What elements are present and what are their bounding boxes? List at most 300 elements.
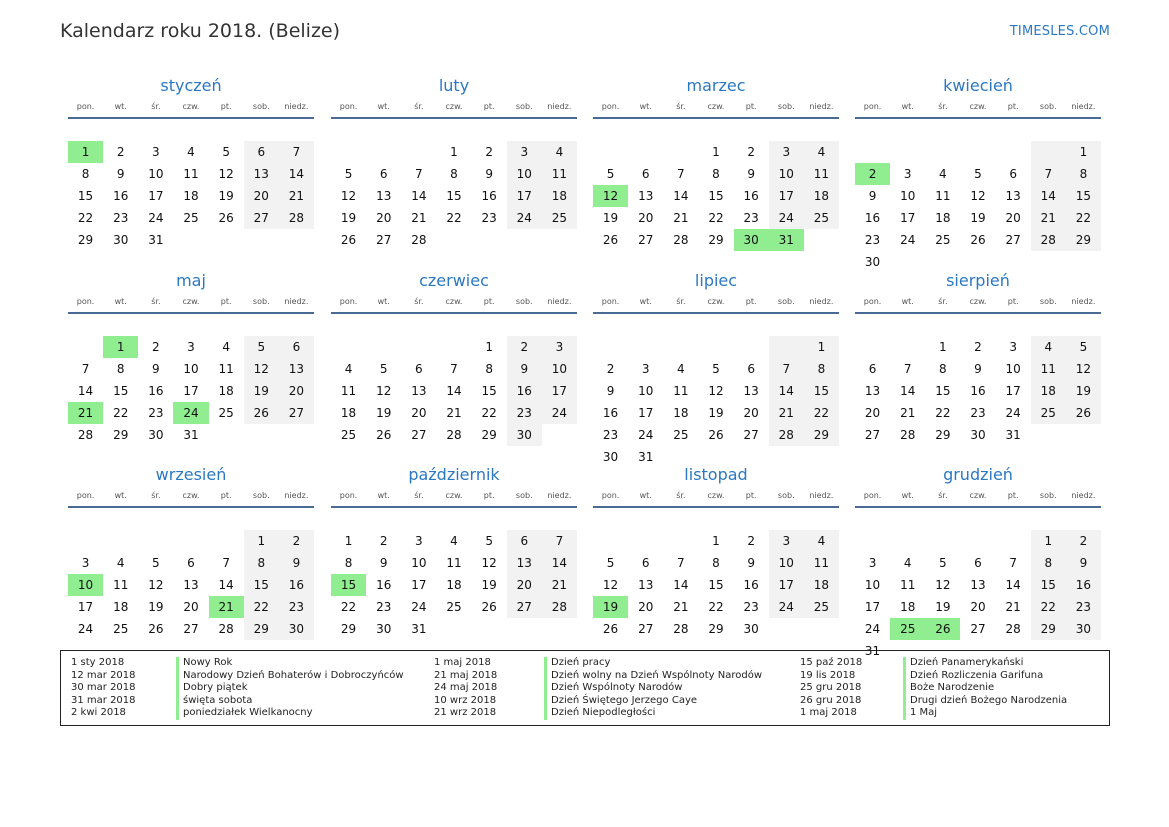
day-cell: 23 xyxy=(148,406,164,420)
day-cell: 27 xyxy=(864,428,881,442)
empty-cell xyxy=(855,336,890,358)
week-row xyxy=(593,207,839,229)
day-cell: 31 xyxy=(864,644,881,658)
day-cell: 16 xyxy=(743,578,759,592)
day-cell: 31 xyxy=(1005,428,1021,442)
day-cell: 15 xyxy=(804,380,839,402)
day-cell: 10 xyxy=(507,163,542,185)
empty-cell xyxy=(68,336,103,358)
day-cell: 16 xyxy=(481,189,497,203)
holiday-name: Boże Narodzenie xyxy=(903,682,1067,695)
day-cell: 27 xyxy=(244,207,279,229)
empty-cell xyxy=(331,336,366,358)
day-cell: 3 xyxy=(542,336,577,358)
empty-cell xyxy=(593,530,628,552)
day-cell: 5 xyxy=(152,556,160,570)
day-cell: 1 xyxy=(712,534,720,548)
day-cell: 8 xyxy=(939,362,947,376)
day-cell: 28 xyxy=(218,622,234,636)
empty-cell xyxy=(663,336,698,358)
weekday-header: czw. xyxy=(173,488,208,507)
day-cell: 9 xyxy=(974,362,982,376)
empty-cell xyxy=(542,618,577,640)
weekday-header: niedz. xyxy=(1066,294,1101,313)
day-cell: 21 xyxy=(411,211,427,225)
month-name: marzec xyxy=(686,76,746,95)
week-row xyxy=(331,530,577,552)
day-cell: 15 xyxy=(1031,574,1066,596)
holiday-date: 12 mar 2018 xyxy=(71,669,136,681)
weekday-header: pt. xyxy=(472,488,507,507)
day-cell: 3 xyxy=(81,556,90,570)
day-cell: 25 xyxy=(1031,402,1066,424)
day-cell: 17 xyxy=(1005,384,1021,398)
day-cell: 9 xyxy=(152,362,160,376)
day-cell: 6 xyxy=(379,167,388,181)
day-cell: 22 xyxy=(244,596,279,618)
week-row xyxy=(68,552,314,574)
weekday-header: niedz. xyxy=(542,99,577,118)
day-cell: 3 xyxy=(415,534,423,548)
holiday-name: Narodowy Dzień Bohaterów i Dobroczyńców xyxy=(176,670,404,683)
day-cell: 5 xyxy=(712,362,720,376)
day-cell: 24 xyxy=(411,600,427,614)
legend-name-column xyxy=(903,657,1067,720)
day-cell: 4 xyxy=(344,362,353,376)
day-cell: 7 xyxy=(415,167,423,181)
weekday-header: wt. xyxy=(628,294,663,313)
day-cell: 19 xyxy=(340,211,357,225)
day-cell: 12 xyxy=(218,167,234,181)
weekday-header: śr. xyxy=(663,99,698,118)
day-cell: 22 xyxy=(1031,596,1066,618)
day-cell: 5 xyxy=(344,167,353,181)
day-cell: 4 xyxy=(939,167,947,181)
month-calendar xyxy=(593,75,839,251)
day-cell: 11 xyxy=(446,556,462,570)
day-cell: 25 xyxy=(183,211,199,225)
week-row xyxy=(68,596,314,618)
day-cell: 16 xyxy=(376,578,392,592)
day-cell: 24 xyxy=(542,402,577,424)
empty-cell xyxy=(663,141,698,163)
holiday-name: Dzień wolny na Dzień Wspólnoty Narodów xyxy=(544,670,762,683)
empty-cell xyxy=(855,530,890,552)
weekday-header: pt. xyxy=(472,99,507,118)
day-cell: 26 xyxy=(602,233,619,247)
day-cell: 31 xyxy=(183,428,199,442)
holiday-name: Drugi dzień Bożego Narodzenia xyxy=(903,695,1067,708)
day-cell: 17 xyxy=(542,380,577,402)
month-table xyxy=(593,294,839,468)
day-cell: 26 xyxy=(376,428,392,442)
empty-cell xyxy=(173,530,208,552)
weekday-header: pon. xyxy=(68,99,103,118)
month-table xyxy=(855,99,1101,273)
day-cell: 19 xyxy=(1066,380,1101,402)
weekday-header: sob. xyxy=(769,294,804,313)
day-cell: 3 xyxy=(187,340,195,354)
weekday-header: pt. xyxy=(472,294,507,313)
day-cell: 20 xyxy=(376,211,392,225)
day-cell: 6 xyxy=(1009,167,1017,181)
day-cell: 29 xyxy=(340,622,357,636)
holiday-date: 2 kwi 2018 xyxy=(71,707,126,718)
day-cell: 23 xyxy=(279,596,314,618)
day-cell: 19 xyxy=(218,189,234,203)
weekday-header: śr. xyxy=(925,99,960,118)
holiday-name: święta sobota xyxy=(176,695,404,708)
day-cell: 11 xyxy=(804,163,839,185)
empty-cell xyxy=(804,229,839,251)
day-cell: 13 xyxy=(970,578,986,592)
empty-cell xyxy=(628,141,663,163)
week-row xyxy=(593,574,839,596)
day-cell: 1 xyxy=(450,145,458,159)
day-cell: 17 xyxy=(900,211,916,225)
weekday-header: sob. xyxy=(769,488,804,507)
day-cell: 19 xyxy=(244,380,279,402)
empty-cell xyxy=(593,141,628,163)
day-cell: 18 xyxy=(446,578,462,592)
weekday-header: pt. xyxy=(209,488,244,507)
day-cell: 7 xyxy=(222,556,230,570)
day-cell: 10 xyxy=(638,384,654,398)
day-cell: 7 xyxy=(769,358,804,380)
day-cell: 3 xyxy=(868,556,877,570)
day-cell: 27 xyxy=(411,428,427,442)
day-cell: 27 xyxy=(743,428,759,442)
day-cell: 14 xyxy=(77,384,94,398)
day-cell: 8 xyxy=(485,362,493,376)
day-cell: 13 xyxy=(743,384,759,398)
day-cell: 29 xyxy=(77,233,94,247)
week-row xyxy=(855,618,1101,640)
day-cell: 29 xyxy=(244,618,279,640)
day-cell: 16 xyxy=(279,574,314,596)
day-cell: 9 xyxy=(485,167,493,181)
day-cell: 4 xyxy=(1031,336,1066,358)
day-cell: 26 xyxy=(602,622,619,636)
day-cell: 1 xyxy=(103,336,138,358)
week-row xyxy=(331,424,577,446)
day-cell: 27 xyxy=(376,233,392,247)
day-cell: 30 xyxy=(743,622,759,636)
week-row xyxy=(331,402,577,424)
holiday-name: Dzień Wspólnoty Narodów xyxy=(544,682,762,695)
day-cell: 10 xyxy=(769,552,804,574)
holiday-name: Nowy Rok xyxy=(176,657,404,670)
week-row xyxy=(855,402,1101,424)
holiday-legend xyxy=(60,650,1110,726)
day-cell: 9 xyxy=(868,189,877,203)
day-cell: 18 xyxy=(935,211,951,225)
empty-cell xyxy=(1031,141,1066,163)
empty-cell xyxy=(855,141,890,163)
day-cell: 25 xyxy=(542,207,577,229)
empty-cell xyxy=(804,618,839,640)
day-cell: 15 xyxy=(331,574,366,596)
day-cell: 29 xyxy=(708,622,724,636)
day-cell: 29 xyxy=(804,424,839,446)
day-cell: 30 xyxy=(507,424,542,446)
weekday-header: pt. xyxy=(209,99,244,118)
day-cell: 6 xyxy=(868,362,877,376)
day-cell: 22 xyxy=(804,402,839,424)
day-cell: 26 xyxy=(481,600,497,614)
day-cell: 10 xyxy=(864,578,881,592)
day-cell: 8 xyxy=(81,167,90,181)
holiday-date: 19 lis 2018 xyxy=(800,669,856,681)
day-cell: 9 xyxy=(1066,552,1101,574)
day-cell: 25 xyxy=(218,406,234,420)
day-cell: 23 xyxy=(743,211,759,225)
day-cell: 25 xyxy=(890,618,925,640)
day-cell: 18 xyxy=(340,406,357,420)
weekday-header: niedz. xyxy=(279,294,314,313)
week-row xyxy=(68,618,314,640)
day-cell: 26 xyxy=(148,622,164,636)
day-cell: 5 xyxy=(939,556,947,570)
weekday-header: czw. xyxy=(960,99,995,118)
holiday-name: Dzień Niepodległości xyxy=(544,707,762,720)
weekday-header: pon. xyxy=(331,294,366,313)
month-table xyxy=(331,488,577,640)
weekday-header: wt. xyxy=(366,294,401,313)
month-table xyxy=(855,488,1101,662)
holiday-date: 10 wrz 2018 xyxy=(434,694,497,706)
weekday-header: wt. xyxy=(890,294,925,313)
day-cell: 20 xyxy=(279,380,314,402)
empty-cell xyxy=(507,229,542,251)
week-row xyxy=(68,402,314,424)
weekday-header: pt. xyxy=(996,294,1031,313)
weekday-header: wt. xyxy=(890,488,925,507)
day-cell: 10 xyxy=(68,574,103,596)
day-cell: 27 xyxy=(279,402,314,424)
empty-cell xyxy=(138,530,173,552)
day-cell: 9 xyxy=(379,556,388,570)
day-cell: 31 xyxy=(638,450,654,464)
holiday-date: 21 maj 2018 xyxy=(434,669,498,681)
day-cell: 2 xyxy=(606,362,615,376)
weekday-header: sob. xyxy=(1031,294,1066,313)
legend-name-column xyxy=(544,657,762,720)
day-cell: 14 xyxy=(673,189,689,203)
day-cell: 23 xyxy=(743,600,759,614)
day-cell: 20 xyxy=(970,600,986,614)
holiday-date: 31 mar 2018 xyxy=(71,694,136,706)
day-cell: 2 xyxy=(747,145,755,159)
legend-date-column xyxy=(800,657,862,720)
week-row xyxy=(331,596,577,618)
day-cell: 4 xyxy=(677,362,685,376)
day-cell: 22 xyxy=(708,211,724,225)
empty-cell xyxy=(366,141,401,163)
weekday-header: pt. xyxy=(734,99,769,118)
day-cell: 18 xyxy=(113,600,129,614)
week-row xyxy=(68,574,314,596)
day-cell: 12 xyxy=(602,578,619,592)
week-row xyxy=(68,185,314,207)
week-row xyxy=(855,574,1101,596)
week-row xyxy=(855,141,1101,163)
day-cell: 4 xyxy=(450,534,458,548)
day-cell: 2 xyxy=(507,336,542,358)
day-cell: 22 xyxy=(446,211,462,225)
day-cell: 1 xyxy=(1066,141,1101,163)
weekday-header: czw. xyxy=(698,294,733,313)
day-cell: 19 xyxy=(593,596,628,618)
day-cell: 5 xyxy=(379,362,388,376)
weekday-header: niedz. xyxy=(279,488,314,507)
day-cell: 6 xyxy=(747,362,755,376)
day-cell: 8 xyxy=(344,556,353,570)
empty-cell xyxy=(1031,424,1066,446)
day-cell: 24 xyxy=(1005,406,1021,420)
day-cell: 21 xyxy=(1005,600,1021,614)
day-cell: 11 xyxy=(218,362,234,376)
week-row xyxy=(855,229,1101,251)
empty-cell xyxy=(628,336,663,358)
empty-cell xyxy=(925,141,960,163)
empty-cell xyxy=(769,336,804,358)
day-cell: 2 xyxy=(485,145,493,159)
day-cell: 23 xyxy=(1066,596,1101,618)
day-cell: 31 xyxy=(148,233,164,247)
day-cell: 5 xyxy=(222,145,230,159)
day-cell: 26 xyxy=(218,211,234,225)
holiday-name: 1 Maj xyxy=(903,707,1067,720)
weekday-header: sob. xyxy=(244,488,279,507)
day-cell: 28 xyxy=(673,622,689,636)
day-cell: 24 xyxy=(900,233,916,247)
day-cell: 17 xyxy=(183,384,199,398)
weekday-header: sob. xyxy=(507,294,542,313)
empty-cell xyxy=(890,336,925,358)
week-row xyxy=(331,141,577,163)
weekday-header: wt. xyxy=(103,294,138,313)
empty-cell xyxy=(1066,424,1101,446)
day-cell: 30 xyxy=(376,622,392,636)
day-cell: 15 xyxy=(1066,185,1101,207)
day-cell: 2 xyxy=(152,340,160,354)
day-cell: 29 xyxy=(935,428,951,442)
weekday-header: pon. xyxy=(593,294,628,313)
week-row xyxy=(593,618,839,640)
month-calendar xyxy=(331,464,577,640)
month-name: maj xyxy=(176,271,206,290)
day-cell: 14 xyxy=(446,384,462,398)
empty-cell xyxy=(593,336,628,358)
day-cell: 11 xyxy=(113,578,129,592)
day-cell: 13 xyxy=(183,578,199,592)
weekday-header: sob. xyxy=(507,488,542,507)
day-cell: 30 xyxy=(279,618,314,640)
holiday-name: poniedziałek Wielkanocny xyxy=(176,707,404,720)
day-cell: 18 xyxy=(900,600,916,614)
day-cell: 16 xyxy=(602,406,619,420)
month-name: grudzień xyxy=(943,465,1013,484)
day-cell: 16 xyxy=(148,384,164,398)
week-row xyxy=(331,185,577,207)
weekday-header: pon. xyxy=(331,488,366,507)
day-cell: 16 xyxy=(507,380,542,402)
day-cell: 22 xyxy=(1066,207,1101,229)
week-row xyxy=(68,163,314,185)
day-cell: 28 xyxy=(411,233,427,247)
day-cell: 28 xyxy=(77,428,94,442)
day-cell: 9 xyxy=(116,167,125,181)
day-cell: 14 xyxy=(411,189,427,203)
day-cell: 13 xyxy=(279,358,314,380)
day-cell: 25 xyxy=(804,596,839,618)
empty-cell xyxy=(103,530,138,552)
month-table xyxy=(855,294,1101,446)
day-cell: 8 xyxy=(116,362,125,376)
day-cell: 1 xyxy=(344,534,353,548)
day-cell: 17 xyxy=(769,574,804,596)
day-cell: 30 xyxy=(970,428,986,442)
holiday-date: 1 maj 2018 xyxy=(800,707,857,718)
day-cell: 24 xyxy=(769,207,804,229)
day-cell: 29 xyxy=(1066,229,1101,251)
day-cell: 4 xyxy=(804,141,839,163)
day-cell: 11 xyxy=(935,189,951,203)
day-cell: 17 xyxy=(507,185,542,207)
day-cell: 21 xyxy=(673,600,689,614)
day-cell: 9 xyxy=(747,167,755,181)
day-cell: 5 xyxy=(485,534,493,548)
empty-cell xyxy=(279,229,314,251)
empty-cell xyxy=(698,336,733,358)
day-cell: 20 xyxy=(743,406,759,420)
weekday-header: wt. xyxy=(890,99,925,118)
day-cell: 13 xyxy=(507,552,542,574)
month-name: czerwiec xyxy=(419,271,489,290)
day-cell: 9 xyxy=(606,384,615,398)
day-cell: 10 xyxy=(411,556,427,570)
week-row xyxy=(68,141,314,163)
day-cell: 23 xyxy=(376,600,392,614)
day-cell: 30 xyxy=(734,229,769,251)
day-cell: 14 xyxy=(900,384,916,398)
day-cell: 22 xyxy=(340,600,357,614)
day-cell: 24 xyxy=(77,622,94,636)
day-cell: 18 xyxy=(218,384,234,398)
weekday-header: pon. xyxy=(855,294,890,313)
holiday-date: 1 maj 2018 xyxy=(434,657,491,668)
week-row xyxy=(593,402,839,424)
day-cell: 24 xyxy=(769,596,804,618)
day-cell: 19 xyxy=(148,600,164,614)
day-cell: 4 xyxy=(542,141,577,163)
day-cell: 12 xyxy=(708,384,724,398)
weekday-header: czw. xyxy=(436,488,471,507)
day-cell: 14 xyxy=(1005,578,1021,592)
day-cell: 3 xyxy=(507,141,542,163)
weekday-header: czw. xyxy=(436,99,471,118)
site-link[interactable]: TIMESLES.COM xyxy=(1009,24,1110,39)
day-cell: 26 xyxy=(970,233,986,247)
day-cell: 28 xyxy=(446,428,462,442)
holiday-name: Dzień Rozliczenia Garifuna xyxy=(903,670,1067,683)
day-cell: 21 xyxy=(68,402,103,424)
empty-cell xyxy=(209,229,244,251)
day-cell: 11 xyxy=(542,163,577,185)
month-table xyxy=(68,99,314,251)
day-cell: 18 xyxy=(183,189,199,203)
